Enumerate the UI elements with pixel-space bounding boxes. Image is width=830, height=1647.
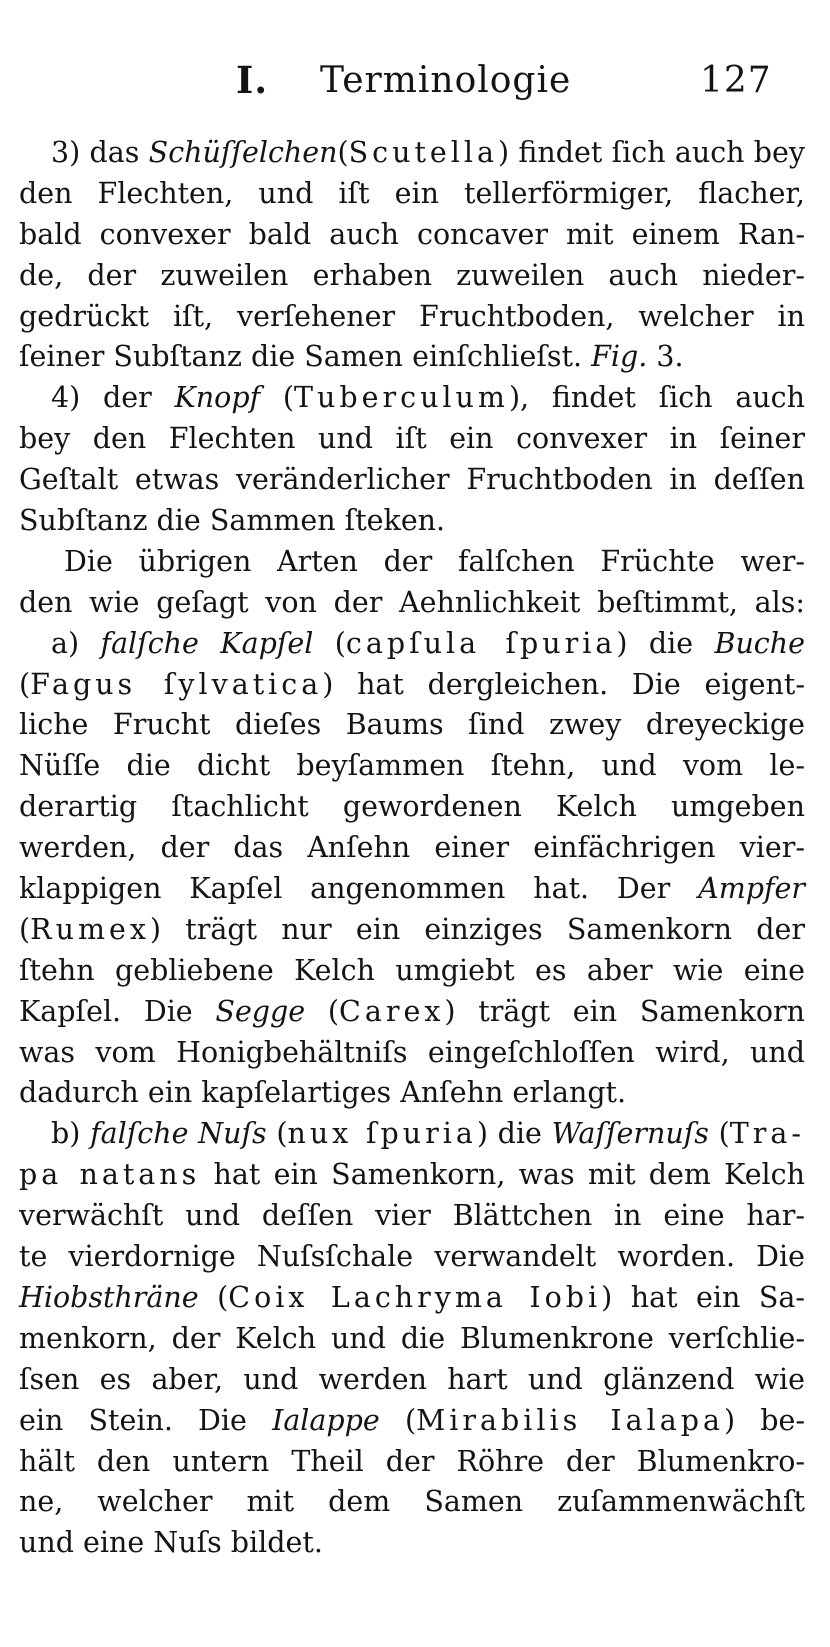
- text-line: [19, 624, 805, 665]
- italic-term: Segge: [215, 994, 306, 1028]
- text-line: [19, 174, 805, 215]
- text-run: b): [51, 1117, 91, 1151]
- text-run: de, der zuweilen erhaben zuweilen auch nieder-: [19, 258, 805, 292]
- text-run: (: [266, 1117, 288, 1151]
- text-run: ein Stein. Die: [19, 1403, 273, 1437]
- text-line: [19, 1237, 805, 1278]
- text-run: bey den Flechten und iſt ein convexer in ſeiner: [19, 422, 805, 456]
- text-line: [19, 992, 805, 1033]
- text-line: [19, 828, 805, 869]
- latin-name: pa natans: [19, 1158, 201, 1192]
- text-run: klappigen Kapſel angenommen hat. Der: [19, 872, 699, 906]
- text-run: bald convexer bald auch concaver mit einem Ran-: [19, 217, 805, 251]
- latin-name: Carex: [339, 994, 445, 1028]
- text-run: ) hat ein Sa-: [601, 1280, 805, 1314]
- latin-name: Tra-: [729, 1117, 805, 1151]
- text-run: (: [379, 1403, 417, 1437]
- text-run: 3.: [647, 340, 684, 374]
- text-line: [19, 705, 805, 746]
- latin-name: Rumex: [30, 912, 150, 946]
- text-run: hält den untern Theil der Röhre der Blumenkro-: [19, 1444, 805, 1478]
- text-run: Nüſſe die dicht beyſammen ſtehn, und vom le-: [19, 749, 805, 783]
- text-run: liche Frucht dieſes Baums ſind zwey dreyeckige: [19, 708, 805, 742]
- text-run: 4) der: [51, 381, 175, 415]
- text-line: [19, 215, 805, 256]
- text-line: [19, 1319, 805, 1360]
- text-run: den wie geſagt von der Aehnlichkeit beſtimmt, als:: [19, 585, 805, 619]
- text-run: Kapſel. Die: [19, 994, 216, 1028]
- text-line: [19, 787, 805, 828]
- text-line: [19, 297, 805, 338]
- text-line: [19, 337, 805, 378]
- running-header: [0, 48, 830, 108]
- italic-term: Knopf: [174, 381, 261, 415]
- text-line: [19, 1278, 805, 1319]
- text-run: 3) das: [51, 136, 149, 169]
- text-run: ) trägt nur ein einziges Samenkorn der: [149, 912, 805, 946]
- text-line: [19, 542, 805, 583]
- text-run: ſeiner Subſtanz die Samen einſchlieſst.: [19, 340, 592, 374]
- section-number: I.: [236, 58, 269, 102]
- text-line: [19, 1033, 805, 1074]
- text-run: ), findet ſich auch: [508, 381, 805, 415]
- text-line: [19, 746, 805, 787]
- text-run: dadurch ein kapſelartiges Anſehn erlangt.: [19, 1076, 627, 1110]
- italic-term: falſche Kapſel: [100, 626, 314, 660]
- text-line: [19, 256, 805, 297]
- text-run: und eine Nuſs bildet.: [19, 1526, 323, 1560]
- italic-term: Ialappe: [272, 1403, 380, 1437]
- text-run: (: [708, 1117, 730, 1151]
- text-line: [19, 501, 805, 542]
- text-run: ſtehn gebliebene Kelch umgiebt es aber wie eine: [19, 953, 805, 987]
- italic-term: falſche Nuſs: [90, 1117, 267, 1151]
- latin-name: Coix Lachryma Iobi: [228, 1280, 602, 1314]
- text-line: [19, 1401, 805, 1442]
- text-run: derartig ſtachlicht gewordenen Kelch umgeben: [19, 790, 805, 824]
- text-run: Subſtanz die Sammen ſteken.: [19, 504, 446, 538]
- text-run: ) die: [476, 1117, 552, 1151]
- text-run: a): [51, 626, 101, 660]
- text-run: gedrückt iſt, verſehener Fruchtboden, welcher in: [19, 299, 805, 333]
- text-run: ) hat dergleichen. Die eigent-: [322, 667, 805, 701]
- page-number: 127: [700, 60, 772, 101]
- italic-term: Hiobsthräne: [19, 1280, 199, 1314]
- italic-term: Ampfer: [698, 872, 805, 906]
- text-run: ) findet ſich auch bey: [498, 136, 806, 169]
- text-line: [19, 951, 805, 992]
- text-run: ) trägt ein Samenkorn: [444, 994, 805, 1028]
- text-line: [19, 910, 805, 951]
- text-line: [19, 1073, 805, 1114]
- text-run: te vierdornige Nuſsſchale verwandelt worden. Die: [19, 1240, 805, 1274]
- text-line: [19, 1360, 805, 1401]
- text-run: ſsen es aber, und werden hart und glänzend wie: [19, 1362, 805, 1396]
- italic-term: Buche: [714, 626, 805, 660]
- italic-term: Schüſſelchen: [148, 136, 338, 169]
- text-run: (: [198, 1280, 229, 1314]
- italic-term: Fig.: [591, 340, 648, 374]
- latin-name: Scutella: [348, 136, 498, 169]
- text-run: verwächſt und deſſen vier Blättchen in eine har-: [19, 1199, 805, 1233]
- italic-term: Waſſernuſs: [551, 1117, 709, 1151]
- text-run: den Flechten, und iſt ein tellerförmiger, flacher,: [19, 176, 805, 210]
- text-run: ) be-: [723, 1403, 805, 1437]
- latin-name: Mirabilis Ialapa: [416, 1403, 724, 1437]
- latin-name: nux ſpuria: [287, 1117, 477, 1151]
- text-run: hat ein Samenkorn, was mit dem Kelch: [200, 1158, 805, 1192]
- text-line: [19, 378, 805, 419]
- text-line: [19, 665, 805, 706]
- text-line: [19, 1114, 805, 1155]
- latin-name: Fagus ſylvatica: [30, 667, 323, 701]
- latin-name: Tuberculum: [294, 381, 509, 415]
- text-line: [19, 1482, 805, 1523]
- text-line: [19, 133, 805, 174]
- text-line: [19, 419, 805, 460]
- text-run: Geſtalt etwas veränderlicher Fruchtboden in deſſen: [19, 463, 805, 497]
- text-run: (: [260, 381, 295, 415]
- running-title: Terminologie: [320, 60, 572, 101]
- text-line: [19, 460, 805, 501]
- text-run: ) die: [616, 626, 715, 660]
- text-line: [19, 869, 805, 910]
- text-run: (: [305, 994, 340, 1028]
- latin-name: capſula ſpuria: [345, 626, 617, 660]
- text-line: [19, 1442, 805, 1483]
- text-run: (: [19, 912, 31, 946]
- text-run: menkorn, der Kelch und die Blumenkrone verſchlie-: [19, 1321, 805, 1355]
- text-run: Die übrigen Arten der falſchen Früchte wer-: [64, 544, 805, 578]
- text-line: [19, 1155, 805, 1196]
- text-run: (: [313, 626, 346, 660]
- text-run: ne, welcher mit dem Samen zuſammenwächſt: [19, 1485, 805, 1519]
- text-line: [19, 1523, 805, 1564]
- text-run: werden, der das Anſehn einer einfächrigen vier-: [19, 831, 805, 865]
- text-run: was vom Honigbehältniſs eingeſchloſſen wird, und: [19, 1035, 805, 1069]
- text-run: (: [19, 667, 31, 701]
- text-line: [19, 1196, 805, 1237]
- body-text: [19, 133, 805, 1564]
- text-run: (: [337, 136, 349, 169]
- text-line: [19, 583, 805, 624]
